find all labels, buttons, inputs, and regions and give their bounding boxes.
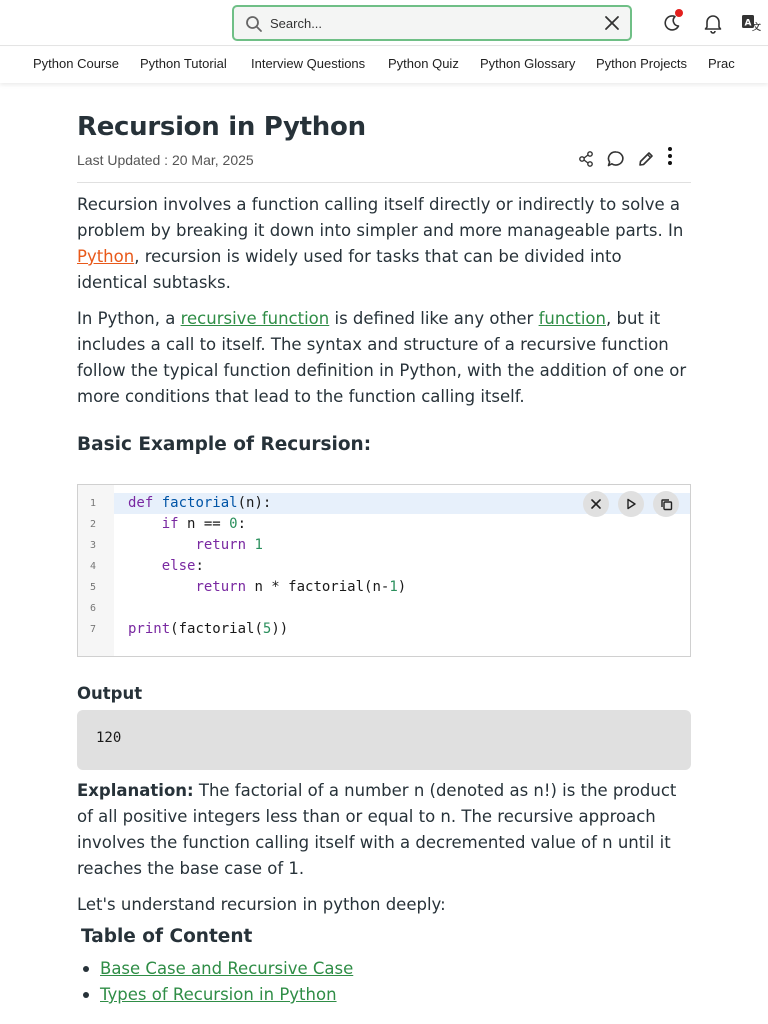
article-actions: [573, 148, 683, 170]
python-link[interactable]: Python: [77, 247, 135, 266]
svg-text:A: A: [744, 18, 752, 29]
code-token: ): [397, 579, 407, 595]
more-icon: [665, 145, 675, 167]
code-token: (n):: [237, 495, 272, 511]
code-token: :: [195, 558, 204, 574]
clear-icon[interactable]: [602, 13, 622, 33]
code-token: print: [128, 621, 171, 637]
edit-button[interactable]: [635, 148, 657, 170]
code-token: )): [271, 621, 289, 637]
para2-text-1: In Python, a: [77, 309, 181, 328]
understand-paragraph: Let's understand recursion in python deeply:: [77, 895, 446, 914]
copy-code-button[interactable]: [653, 491, 679, 517]
code-line: [128, 537, 263, 553]
line-number: 6: [89, 603, 97, 614]
toc-item: [81, 956, 353, 982]
code-token: else: [161, 558, 196, 574]
share-button[interactable]: [575, 148, 597, 170]
nav-item-python-glossary[interactable]: Python Glossary: [480, 56, 576, 71]
line-number: 2: [89, 519, 97, 530]
page-title: Recursion in Python: [77, 112, 366, 142]
code-token: factorial: [161, 495, 238, 511]
nav-item-python-tutorial[interactable]: Python Tutorial: [140, 56, 227, 71]
nav-item-python-course[interactable]: Python Course: [33, 56, 119, 71]
nav-item-python-projects[interactable]: Python Projects: [596, 56, 688, 71]
para2-text-2: is defined like any other: [329, 309, 539, 328]
close-code-button[interactable]: [583, 491, 609, 517]
output-value: 120: [96, 730, 122, 746]
code-token: return: [195, 579, 247, 595]
line-number: 4: [89, 561, 97, 572]
code-token: def: [128, 495, 154, 511]
dark-mode-toggle[interactable]: [659, 10, 685, 36]
code-token: 1: [389, 579, 398, 595]
intro-text-2: , recursion is widely used for tasks that can be divided into identical subtasks.: [77, 247, 622, 292]
code-token: n * factorial(n-: [246, 579, 390, 595]
toc-item: [81, 982, 353, 1008]
intro-text-1: Recursion involves a function calling itself directly or indirectly to solve a problem by breaking it down into simpler and more manageable parts. In: [77, 195, 684, 240]
code-line: [128, 558, 204, 574]
output-heading: Output: [77, 684, 143, 703]
toc-link-base-case[interactable]: Base Case and Recursive Case: [100, 959, 354, 978]
code-line: [128, 621, 288, 637]
toc-list: [81, 956, 353, 1008]
title-divider: [77, 182, 691, 183]
share-icon: [577, 150, 595, 168]
function-link[interactable]: function: [538, 309, 606, 328]
code-token: return: [195, 537, 247, 553]
recursive-function-paragraph: [77, 306, 691, 410]
svg-text:文: 文: [751, 23, 761, 33]
comment-button[interactable]: [605, 148, 627, 170]
toc-link-types-of-recursion[interactable]: Types of Recursion in Python: [100, 985, 337, 1004]
comment-icon: [606, 149, 626, 169]
line-number: 7: [89, 624, 97, 635]
search-input[interactable]: [270, 11, 590, 35]
intro-paragraph: [77, 192, 691, 296]
run-icon: [625, 498, 637, 510]
code-token: (factorial(: [170, 621, 263, 637]
search-icon: [245, 15, 263, 33]
code-token: n ==: [178, 516, 230, 532]
top-bar: [0, 0, 768, 46]
code-line: [128, 495, 271, 511]
run-code-button[interactable]: [618, 491, 644, 517]
para2-text-3: , but it includes a call to itself. The syntax and structure of a recursive function follow the typical function definition in Python, with the addition of one or more conditions that lead to the function calling itself.: [77, 309, 687, 406]
code-token: 5: [262, 621, 272, 637]
line-number: 1: [89, 498, 97, 509]
nav-bar: [0, 47, 768, 83]
explanation-paragraph: [77, 778, 691, 882]
bell-icon: [702, 12, 724, 34]
line-number-gutter: [78, 485, 114, 656]
line-number: 5: [89, 582, 97, 593]
code-token: 1: [254, 537, 263, 553]
recursive-function-link[interactable]: recursive function: [180, 309, 330, 328]
line-number: 3: [89, 540, 97, 551]
output-box: [77, 710, 691, 770]
explanation-label: Explanation:: [77, 781, 194, 800]
nav-item-python-quiz[interactable]: Python Quiz: [388, 56, 459, 71]
notifications-button[interactable]: [700, 10, 726, 36]
code-token: :: [237, 516, 247, 532]
code-line: [128, 516, 246, 532]
code-line: [128, 579, 406, 595]
copy-icon: [660, 498, 673, 511]
search-box[interactable]: [232, 5, 632, 41]
explanation-text: The factorial of a number n (denoted as n!) is the product of all positive integers less than or equal to n. The recursive approach involves the function calling itself with a decremented value of n until it reaches the base case of 1.: [77, 781, 677, 878]
nav-item-interview-questions[interactable]: Interview Questions: [251, 56, 366, 71]
last-updated: Last Updated : 20 Mar, 2025: [77, 152, 254, 168]
code-token: if: [161, 516, 179, 532]
translate-icon: [741, 13, 761, 33]
more-options-button[interactable]: [659, 145, 681, 167]
edit-icon: [637, 150, 655, 168]
close-icon: [590, 498, 602, 510]
section-heading-basic-example: Basic Example of Recursion:: [77, 434, 372, 455]
code-editor[interactable]: [77, 484, 691, 657]
translate-button[interactable]: [738, 10, 764, 36]
notification-dot: [675, 9, 683, 17]
code-token: 0: [229, 516, 238, 532]
nav-item-practice[interactable]: Prac: [708, 56, 735, 71]
toc-title: Table of Content: [81, 926, 253, 947]
